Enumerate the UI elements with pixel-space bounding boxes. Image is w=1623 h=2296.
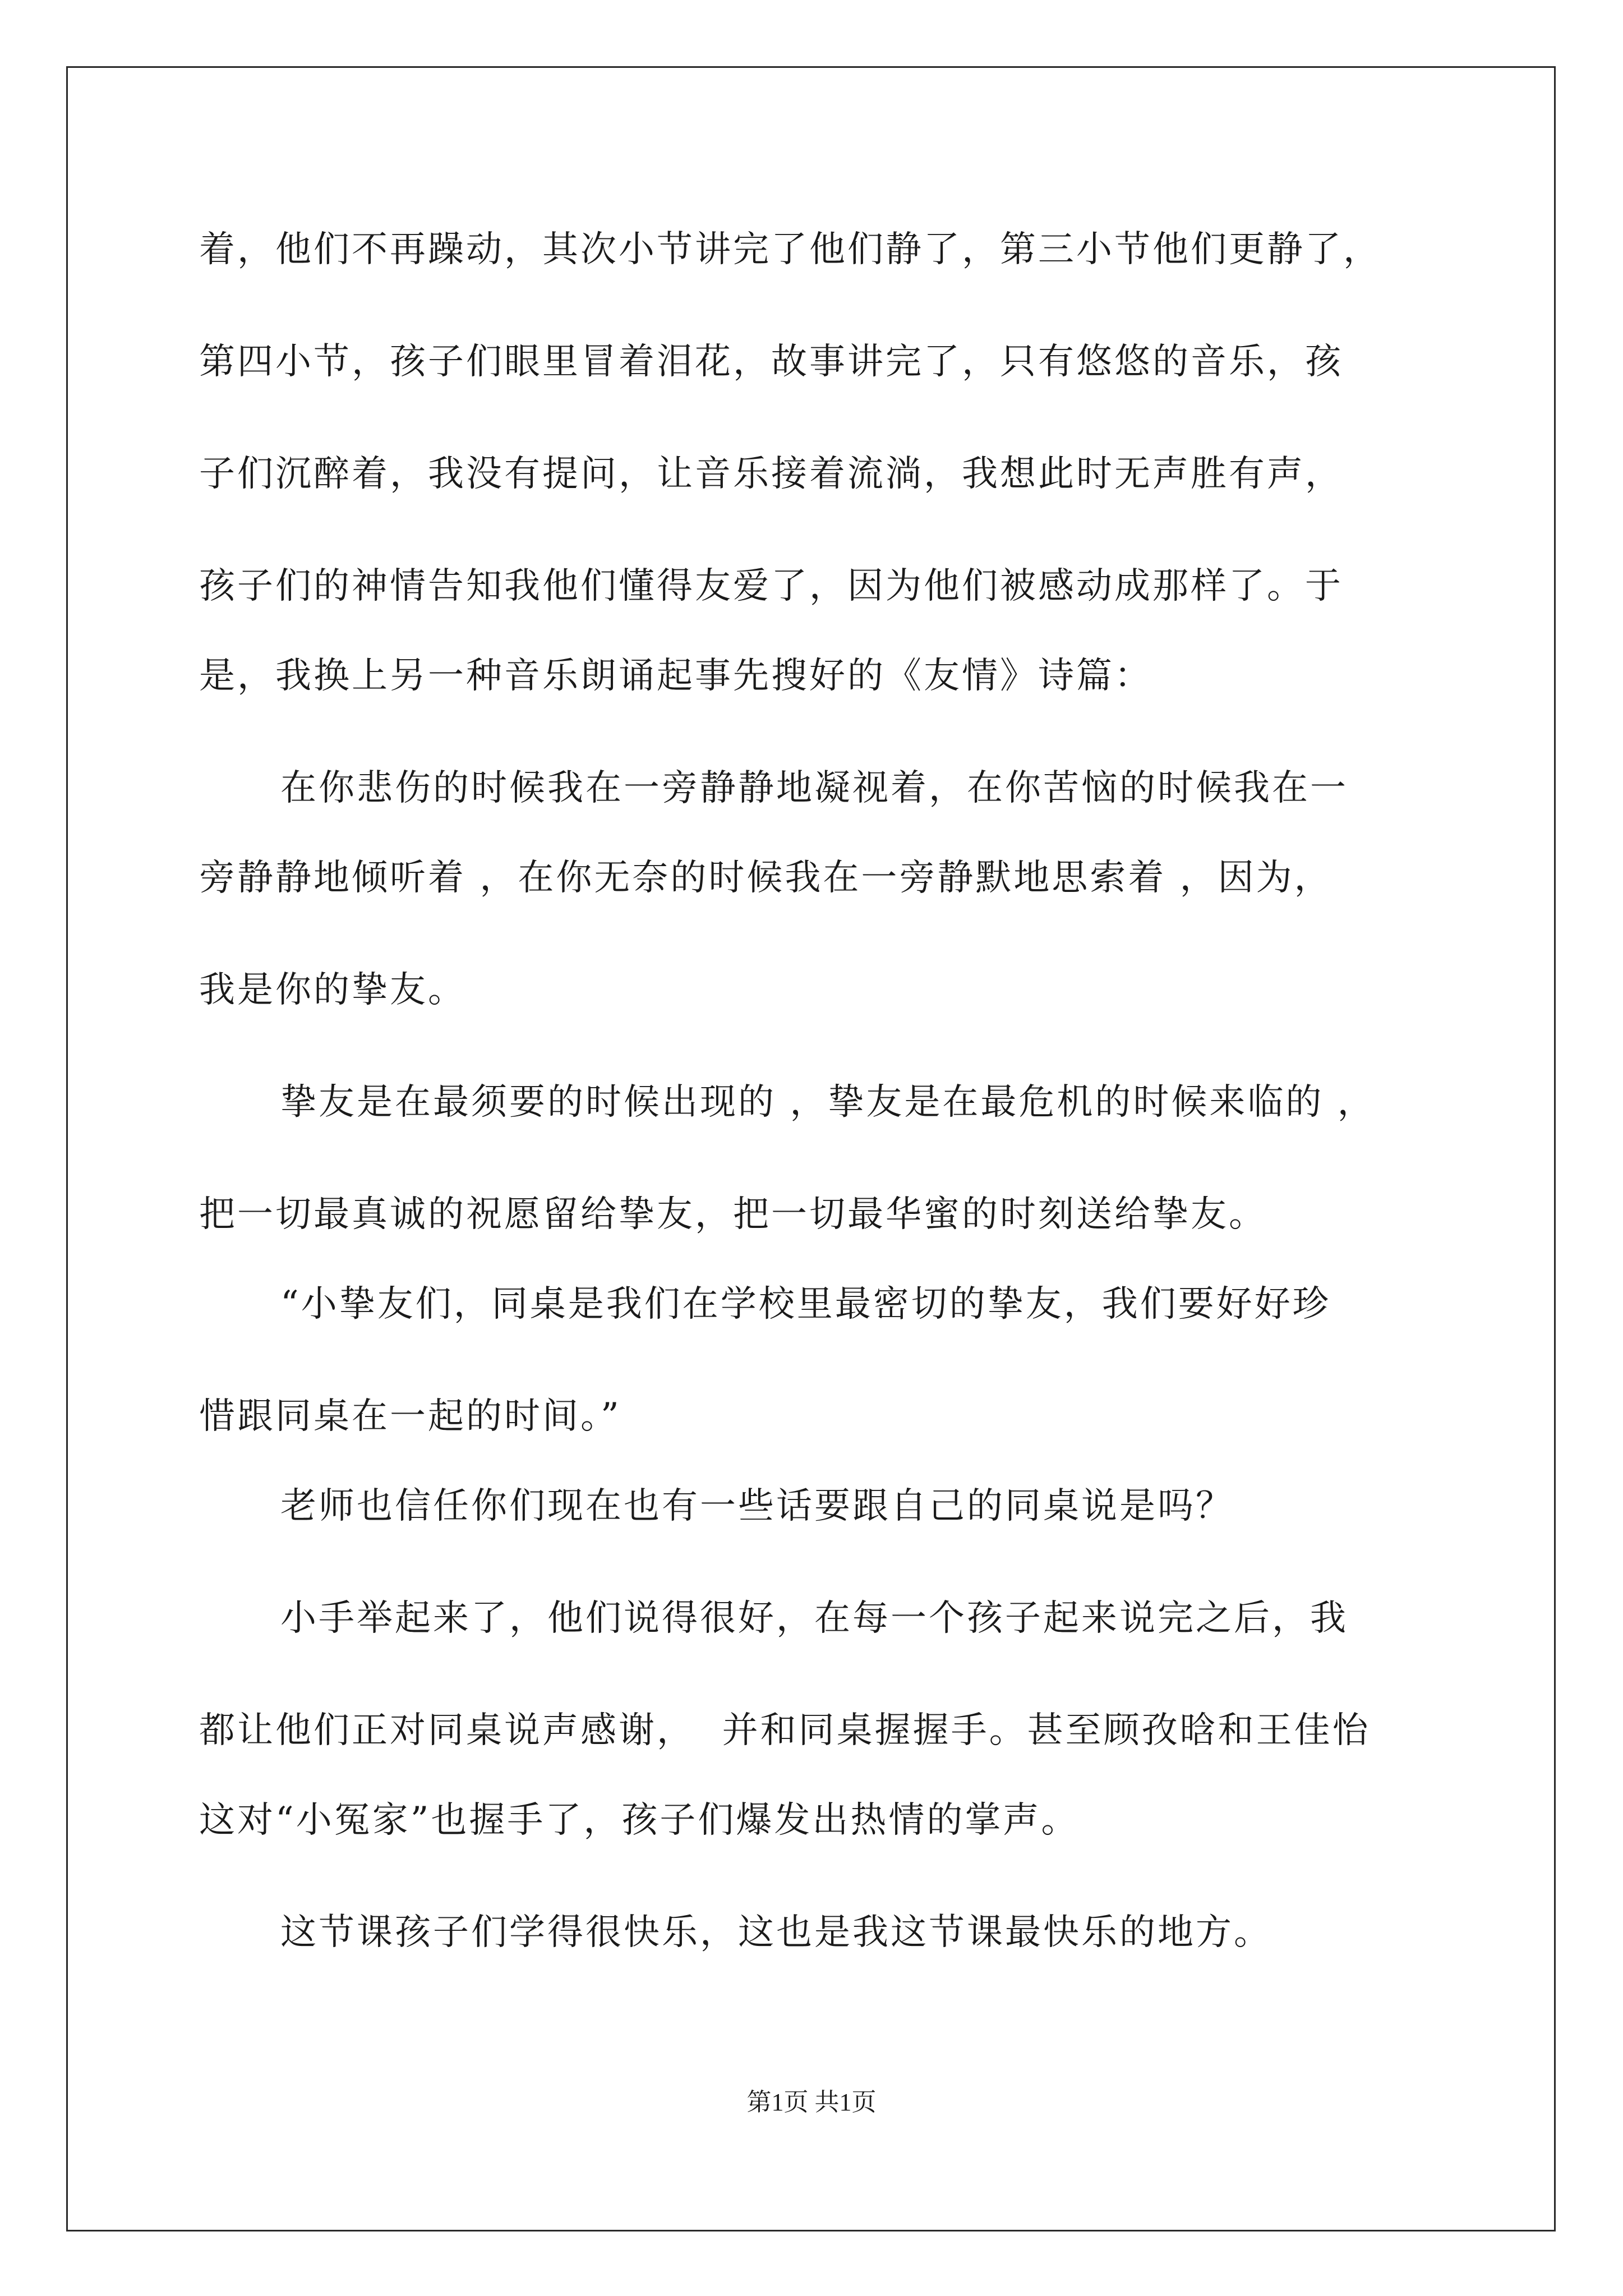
page-border	[66, 66, 1556, 2231]
text-line-7: 旁静静地倾听着 ，在你无奈的时候我在一旁静默地思索着 ，因为，	[199, 857, 1332, 899]
page-number-footer: 第1页 共1页	[746, 2088, 877, 2116]
text-line-3: 子们沉醉着，我没有提问，让音乐接着流淌，我想此时无声胜有声，	[199, 453, 1343, 495]
text-line-5: 是，我换上另一种音乐朗诵起事先搜好的《友情》诗篇：	[199, 655, 1152, 697]
text-line-2: 第四小节，孩子们眼里冒着泪花，故事讲完了，只有悠悠的音乐，孩	[199, 341, 1343, 383]
text-line-6: 在你悲伤的时候我在一旁静静地凝视着，在你苦恼的时候我在一	[280, 767, 1348, 809]
text-line-11: “小挚友们，同桌是我们在学校里最密切的挚友，我们要好好珍	[280, 1283, 1331, 1325]
text-line-15: 都让他们正对同桌说声感谢， 并和同桌握握手。甚至顾孜晗和王佳怡	[199, 1710, 1371, 1751]
text-line-1: 着，他们不再躁动，其次小节讲完了他们静了，第三小节他们更静了，	[199, 229, 1381, 270]
text-line-9: 挚友是在最须要的时候出现的 ，挚友是在最危机的时候来临的 ，	[280, 1082, 1376, 1123]
text-line-17: 这节课孩子们学得很快乐，这也是我这节课最快乐的地方。	[280, 1912, 1272, 1953]
text-line-14: 小手举起来了，他们说得很好，在每一个孩子起来说完之后，我	[280, 1598, 1348, 1639]
text-line-13: 老师也信任你们现在也有一些话要跟自己的同桌说是吗？	[280, 1485, 1234, 1527]
text-line-16: 这对“小冤家”也握手了，孩子们爆发出热情的掌声。	[199, 1800, 1080, 1841]
text-line-12: 惜跟同桌在一起的时间。”	[199, 1396, 621, 1437]
text-line-10: 把一切最真诚的祝愿留给挚友，把一切最华蜜的时刻送给挚友。	[199, 1194, 1267, 1235]
text-line-8: 我是你的挚友。	[199, 969, 466, 1011]
text-line-4: 孩子们的神情告知我他们懂得友爱了，因为他们被感动成那样了。于	[199, 565, 1343, 607]
